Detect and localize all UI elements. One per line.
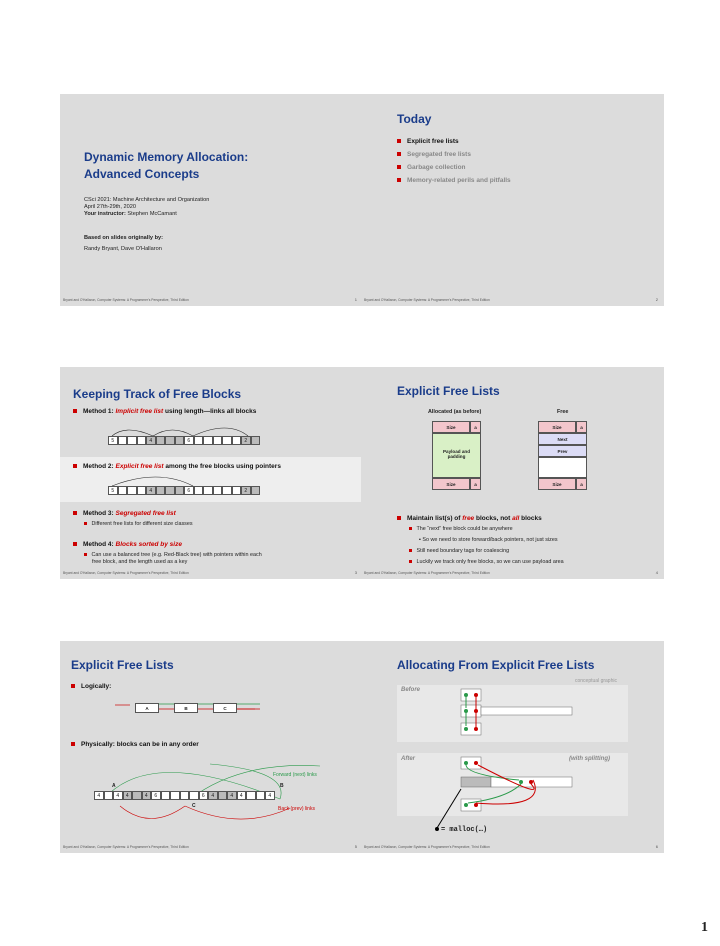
heap-cell <box>251 486 261 495</box>
physical-heap-strip <box>94 791 275 800</box>
free-label: Free <box>557 409 569 415</box>
prev-pointer: Prev <box>538 445 587 457</box>
before-diagram <box>397 685 628 742</box>
slide-title-line2: Advanced Concepts <box>84 167 200 181</box>
detail-4-text: Luckily we track only free blocks, so we can use payload area <box>416 559 564 565</box>
heap-cell <box>127 486 137 495</box>
method-2-pre: Method 2: <box>83 463 116 470</box>
pointer-arrow <box>112 477 193 486</box>
slide-4 <box>361 367 664 579</box>
method-4-pre: Method 4: <box>83 541 116 548</box>
free-footer-alloc-bit: a <box>576 478 587 490</box>
slide-title: Today <box>397 112 432 126</box>
heap-cell <box>118 436 128 445</box>
agenda-item <box>397 177 511 184</box>
bullet-icon <box>409 527 412 530</box>
slide-1 <box>60 94 363 306</box>
heap-cell <box>222 436 232 445</box>
slide-title: Keeping Track of Free Blocks <box>73 387 242 401</box>
dates: April 27th-29th, 2020 <box>84 204 136 210</box>
heap-cell: 4 <box>113 791 123 800</box>
free-footer-size: Size <box>538 478 576 490</box>
slide-2 <box>361 94 664 306</box>
footer: Bryant and O'Hallaron, Computer Systems: A Programmer's Perspective, Third Edition <box>63 298 189 302</box>
maintain-em-all: all <box>512 515 520 522</box>
heap-cell <box>232 436 242 445</box>
bullet-icon <box>73 511 77 515</box>
heap-cell <box>251 436 261 445</box>
heap-cell: 2 <box>241 436 251 445</box>
heap-cell <box>246 791 256 800</box>
block-a: A <box>135 703 159 713</box>
forward-links-label: Forward (next) links <box>273 772 317 778</box>
heap-cell <box>203 436 213 445</box>
heap-cell <box>213 486 223 495</box>
heap-cell: 4 <box>237 791 247 800</box>
based-on: Based on slides originally by: <box>84 235 163 241</box>
method-1-post: using length—links all blocks <box>163 408 257 415</box>
heap-cell <box>256 791 266 800</box>
header-alloc-bit: a <box>470 421 481 433</box>
label-c: C <box>192 803 196 809</box>
malloc-call: = malloc(…) <box>441 826 488 834</box>
method-2-em: Explicit free list <box>115 463 164 470</box>
heap-cell <box>118 486 128 495</box>
allocated-label: Allocated (as before) <box>428 409 482 415</box>
maintain-bullet <box>397 515 542 522</box>
heap-cell: 2 <box>241 486 251 495</box>
header-size: Size <box>432 421 470 433</box>
splitting-label: (with splitting) <box>569 756 610 762</box>
method-1-em: Implicit free list <box>115 408 164 415</box>
free-space <box>538 457 587 478</box>
detail-1-text: The “next” free block could be anywhere <box>416 526 513 532</box>
heap-cell: 6 <box>151 791 161 800</box>
block-b: B <box>174 703 198 713</box>
slide-3 <box>60 367 363 579</box>
heap-cell: 6 <box>199 791 209 800</box>
course: CSci 2021: Machine Architecture and Organization <box>84 197 210 203</box>
label-a: A <box>112 783 116 789</box>
detail-2: ▪ So we need to store forward/back pointers, not just sizes <box>419 537 558 543</box>
label-b: B <box>280 783 284 789</box>
block-c: C <box>213 703 237 713</box>
heap-cell <box>213 436 223 445</box>
footer-alloc-bit: a <box>470 478 481 490</box>
heap-cell: 4 <box>123 791 133 800</box>
heap-cell <box>175 486 185 495</box>
instructor-label: Your instructor: <box>84 211 126 217</box>
footer: Bryant and O'Hallaron, Computer Systems: A Programmer's Perspective, Third Edition <box>63 571 189 575</box>
payload-label: Payload and <box>442 449 471 454</box>
detail-4 <box>409 559 564 565</box>
method-4-detail-cont: free block, and the length used as a key <box>92 559 188 565</box>
heap-cell <box>165 486 175 495</box>
heap-cell: 5 <box>108 486 118 495</box>
free-header-size: Size <box>538 421 576 433</box>
method-2-post: among the free blocks using pointers <box>163 463 281 470</box>
logically-label: Logically: <box>81 683 112 690</box>
slide-title: Explicit Free Lists <box>71 658 174 672</box>
page-number: 1 <box>701 920 708 935</box>
heap-cell: 4 <box>142 791 152 800</box>
payload-block <box>432 433 481 478</box>
instructor <box>84 211 177 217</box>
bullet-icon <box>73 542 77 546</box>
heap-cell: 6 <box>184 436 194 445</box>
method-1 <box>73 408 256 415</box>
heap-cell <box>194 486 204 495</box>
agenda-label: Segregated free lists <box>407 151 471 158</box>
agenda-item <box>397 138 459 145</box>
agenda-label: Memory-related perils and pitfalls <box>407 177 511 184</box>
heap-cell <box>156 486 166 495</box>
heap-cell: 4 <box>227 791 237 800</box>
bullet-icon <box>409 560 412 563</box>
next-pointer: Next <box>538 433 587 445</box>
maintain-em-free: free <box>462 515 475 522</box>
before-label: Before <box>401 687 421 693</box>
slide-number: 2 <box>655 297 658 302</box>
heap-cell <box>232 486 242 495</box>
conceptual-note: conceptual graphic <box>575 678 617 684</box>
maintain-mid: blocks, not <box>474 515 513 522</box>
heap-cell <box>137 436 147 445</box>
heap-cell <box>175 436 185 445</box>
heap-cell <box>180 791 190 800</box>
detail-3-text: Still need boundary tags for coalescing <box>416 548 510 554</box>
detail-2-text: So we need to store forward/back pointers, not just sizes <box>422 537 558 543</box>
method-4-em: Blocks sorted by size <box>115 541 182 548</box>
heap-cell: 4 <box>208 791 218 800</box>
heap-cell: 5 <box>108 436 118 445</box>
method-4 <box>73 541 182 548</box>
method-3 <box>73 510 176 517</box>
bullet-icon <box>397 152 401 156</box>
after-diagram <box>397 753 628 833</box>
footer-size: Size <box>432 478 470 490</box>
method-3-detail-text: Different free lists for different size classes <box>91 521 193 527</box>
payload-label-2: padding <box>447 454 466 459</box>
maintain-post: blocks <box>519 515 542 522</box>
slide-number: 1 <box>354 297 357 302</box>
bullet-icon <box>84 522 87 525</box>
bullet-icon <box>397 178 401 182</box>
heap-cell <box>104 791 114 800</box>
malloc-pointer <box>435 827 439 831</box>
detail-1 <box>409 526 513 532</box>
bullet-icon <box>73 464 77 468</box>
method-3-pre: Method 3: <box>83 510 116 517</box>
heap-cell <box>132 791 142 800</box>
slide-number: 6 <box>655 844 658 849</box>
heap-cell <box>194 436 204 445</box>
heap-cell <box>156 436 166 445</box>
explicit-heap-strip <box>108 486 260 495</box>
heap-cell <box>137 486 147 495</box>
detail-3 <box>409 548 509 554</box>
agenda-item <box>397 164 466 171</box>
bullet-icon <box>397 516 401 520</box>
link-arrow <box>193 428 248 436</box>
slide-title: Explicit Free Lists <box>397 384 500 398</box>
heap-cell: 4 <box>146 486 156 495</box>
heap-cell: 4 <box>265 791 275 800</box>
agenda-label: Garbage collection <box>407 164 466 171</box>
free-header-alloc-bit: a <box>576 421 587 433</box>
agenda-label: Explicit free lists <box>407 138 459 145</box>
bullet-icon <box>84 553 87 556</box>
method-2 <box>73 463 281 470</box>
after-label: After <box>401 756 416 762</box>
heap-cell <box>127 436 137 445</box>
maintain-pre: Maintain list(s) of <box>407 515 463 522</box>
back-link <box>120 806 185 819</box>
slide-6 <box>361 641 664 853</box>
back-links-label: Back (prev) links <box>278 806 315 812</box>
bullet-icon <box>71 684 75 688</box>
heap-cell <box>170 791 180 800</box>
slide-5 <box>60 641 363 853</box>
heap-cell <box>165 436 175 445</box>
slide-number: 4 <box>655 570 658 575</box>
bullet-icon <box>73 409 77 413</box>
back-link <box>185 806 290 819</box>
agenda-item <box>397 151 471 158</box>
bullet-icon <box>71 742 75 746</box>
authors: Randy Bryant, Dave O'Hallaron <box>84 246 162 252</box>
physically-bullet <box>71 741 199 748</box>
method-4-detail-text: Can use a balanced tree (e.g. Red-Black tree) with pointers within each <box>91 552 262 558</box>
physically-label: Physically: blocks can be in any order <box>81 741 199 748</box>
heap-cell: 6 <box>184 486 194 495</box>
instructor-name: Stephen McCamant <box>127 211 177 217</box>
heap-cell <box>161 791 171 800</box>
footer: Bryant and O'Hallaron, Computer Systems: A Programmer's Perspective, Third Edition <box>364 845 490 849</box>
method-3-detail <box>84 521 193 527</box>
implicit-heap-strip <box>108 436 260 445</box>
bullet-icon <box>397 139 401 143</box>
heap-cell <box>222 486 232 495</box>
method-1-pre: Method 1: <box>83 408 116 415</box>
heap-cell <box>189 791 199 800</box>
bullet-icon <box>409 549 412 552</box>
logically-bullet <box>71 683 111 690</box>
method-4-detail <box>84 552 262 558</box>
heap-cell: 4 <box>94 791 104 800</box>
heap-cell <box>218 791 228 800</box>
slide-number: 5 <box>354 844 357 849</box>
slide-title: Allocating From Explicit Free Lists <box>397 658 595 672</box>
bullet-icon <box>397 165 401 169</box>
free-block-bar <box>481 707 572 715</box>
method-3-em: Segregated free list <box>115 510 176 517</box>
slide-number: 3 <box>354 570 357 575</box>
footer: Bryant and O'Hallaron, Computer Systems: A Programmer's Perspective, Third Edition <box>364 298 490 302</box>
slide-title: Dynamic Memory Allocation: <box>84 150 249 164</box>
allocated-part <box>461 777 491 787</box>
footer: Bryant and O'Hallaron, Computer Systems: A Programmer's Perspective, Third Edition <box>63 845 189 849</box>
heap-cell <box>203 486 213 495</box>
heap-cell: 4 <box>146 436 156 445</box>
footer: Bryant and O'Hallaron, Computer Systems: A Programmer's Perspective, Third Edition <box>364 571 490 575</box>
